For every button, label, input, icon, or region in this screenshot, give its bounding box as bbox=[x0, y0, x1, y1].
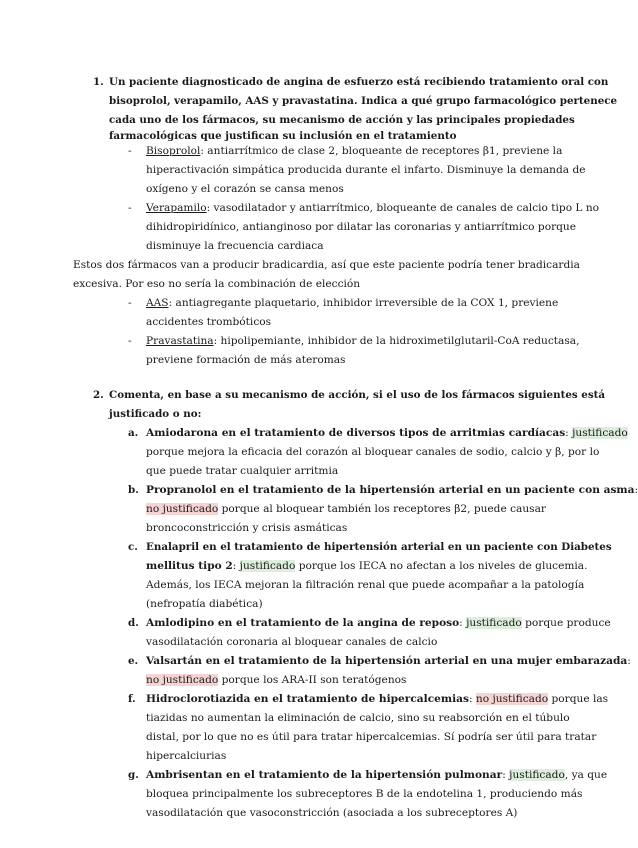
item-a-line: porque mejora la eficacia del corazón al bloquear canales de sodio, calcio y β, por lo bbox=[146, 446, 600, 458]
item-letter: d. bbox=[128, 617, 139, 629]
item-f-first-line: Hidroclorotiazida en el tratamiento de hipercalcemias: no justificado porque las bbox=[146, 693, 609, 705]
q1-text-line: bisoprolol, verapamilo, AAS y pravastatina. Indica a qué grupo farmacológico pertenece bbox=[109, 95, 618, 107]
verdict-badge: no justificado bbox=[146, 503, 219, 515]
aas-line: accidentes trombóticos bbox=[146, 316, 272, 328]
pravastatina-line: Pravastatina: hipolipemiante, inhibidor de la hidroximetilglutaril-CoA reductasa, bbox=[146, 335, 580, 347]
verapamilo-term: Verapamilo bbox=[146, 202, 207, 214]
item-letter: f. bbox=[128, 693, 136, 705]
aas-line: AAS: antiagregante plaquetario, inhibidor irreversible de la COX 1, previene bbox=[146, 297, 559, 309]
verapamilo-line: disminuye la frecuencia cardiaca bbox=[146, 240, 324, 252]
list-dash: - bbox=[128, 202, 132, 214]
item-letter: g. bbox=[128, 769, 139, 781]
item-letter: b. bbox=[128, 484, 139, 496]
q1-text-line: Un paciente diagnosticado de angina de esfuerzo está recibiendo tratamiento oral con bbox=[109, 76, 609, 88]
bisoprolol-line: Bisoprolol: antiarrítmico de clase 2, bloqueante de receptores β1, previene la bbox=[146, 145, 563, 157]
q2-text-line: justificado o no: bbox=[109, 408, 202, 420]
q1-number: 1. bbox=[93, 76, 104, 88]
list-dash: - bbox=[128, 335, 132, 347]
aas-term: AAS bbox=[146, 297, 169, 309]
q1-text-line: cada uno de los fármacos, su mecanismo de acción y las principales propiedades bbox=[109, 114, 575, 126]
item-g-line: vasodilatación que vasoconstricción (asociada a los subreceptores A) bbox=[146, 807, 518, 819]
item-g-line: bloquea principalmente los subreceptores B de la endotelina 1, produciendo más bbox=[146, 788, 583, 800]
verapamilo-line: Verapamilo: vasodilatador y antiarrítmico, bloqueante de canales de calcio tipo L no bbox=[146, 202, 600, 214]
item-b-line: no justificado porque al bloquear también los receptores β2, puede causar bbox=[146, 503, 546, 515]
item-letter: c. bbox=[128, 541, 138, 553]
verapamilo-line: dihidropiridínico, antianginoso por dilatar las coronarias y antiarrítmico porque bbox=[146, 221, 577, 233]
item-letter: a. bbox=[128, 427, 139, 439]
item-e-line: no justificado porque los ARA-II son teratógenos bbox=[146, 674, 407, 686]
item-c-first-line: Enalapril en el tratamiento de hipertensión arterial en un paciente con Diabetes bbox=[146, 541, 612, 553]
verdict-badge: justificado bbox=[572, 427, 628, 439]
item-c-line: mellitus tipo 2: justificado porque los IECA no afectan a los niveles de glucemia. bbox=[146, 560, 588, 572]
note-line: Estos dos fármacos van a producir bradicardia, así que este paciente podría tener bradicardia bbox=[73, 259, 580, 271]
bisoprolol-term: Bisoprolol bbox=[146, 145, 201, 157]
verdict-badge: justificado bbox=[239, 560, 296, 572]
list-dash: - bbox=[128, 145, 132, 157]
q2-number: 2. bbox=[93, 389, 104, 401]
verdict-badge: no justificado bbox=[146, 674, 219, 686]
note-line: excesiva. Por eso no sería la combinación de elección bbox=[73, 278, 361, 290]
bisoprolol-line: oxígeno y el corazón se cansa menos bbox=[146, 183, 344, 195]
pravastatina-term: Pravastatina bbox=[146, 335, 214, 347]
item-f-line: tiazidas no aumentan la eliminación de calcio, sino su reabsorción en el túbulo bbox=[146, 712, 570, 724]
item-f-line: distal, por lo que no es útil para tratar hipercalcemias. Sí podría ser útil para tratar bbox=[146, 731, 597, 743]
verdict-badge: justificado bbox=[509, 769, 565, 781]
verdict-badge: justificado bbox=[466, 617, 522, 629]
item-letter: e. bbox=[128, 655, 139, 667]
item-b-first-line: Propranolol en el tratamiento de la hipertensión arterial en un paciente con asma: bbox=[146, 484, 638, 496]
item-d-first-line: Amlodipino en el tratamiento de la angina de reposo: justificado porque produce bbox=[146, 617, 611, 629]
item-a-first-line: Amiodarona en el tratamiento de diversos tipos de arritmias cardíacas: justificado bbox=[146, 427, 628, 439]
q1-text-line: farmacológicas que justifican su inclusión en el tratamiento bbox=[109, 130, 457, 142]
item-e-first-line: Valsartán en el tratamiento de la hipertensión arterial en una mujer embarazada: bbox=[146, 655, 631, 667]
q2-text-line: Comenta, en base a su mecanismo de acción, si el uso de los fármacos siguientes está bbox=[109, 389, 606, 401]
item-c-line: (nefropatía diabética) bbox=[146, 598, 263, 610]
verdict-badge: no justificado bbox=[475, 693, 549, 705]
item-d-line: vasodilatación coronaria al bloquear canales de calcio bbox=[146, 636, 438, 648]
item-f-line: hipercalciurias bbox=[146, 750, 227, 762]
list-dash: - bbox=[128, 297, 132, 309]
pravastatina-line: previene formación de más ateromas bbox=[146, 354, 346, 366]
bisoprolol-line: hiperactivación simpática producida durante el infarto. Disminuye la demanda de bbox=[146, 164, 586, 176]
item-c-line: Además, los IECA mejoran la filtración renal que puede acompañar a la patología bbox=[146, 579, 585, 591]
item-g-first-line: Ambrisentan en el tratamiento de la hipertensión pulmonar: justificado, ya que bbox=[146, 769, 608, 781]
item-b-line: broncoconstricción y crisis asmáticas bbox=[146, 522, 348, 534]
item-a-line: que puede tratar cualquier arritmia bbox=[146, 465, 339, 477]
